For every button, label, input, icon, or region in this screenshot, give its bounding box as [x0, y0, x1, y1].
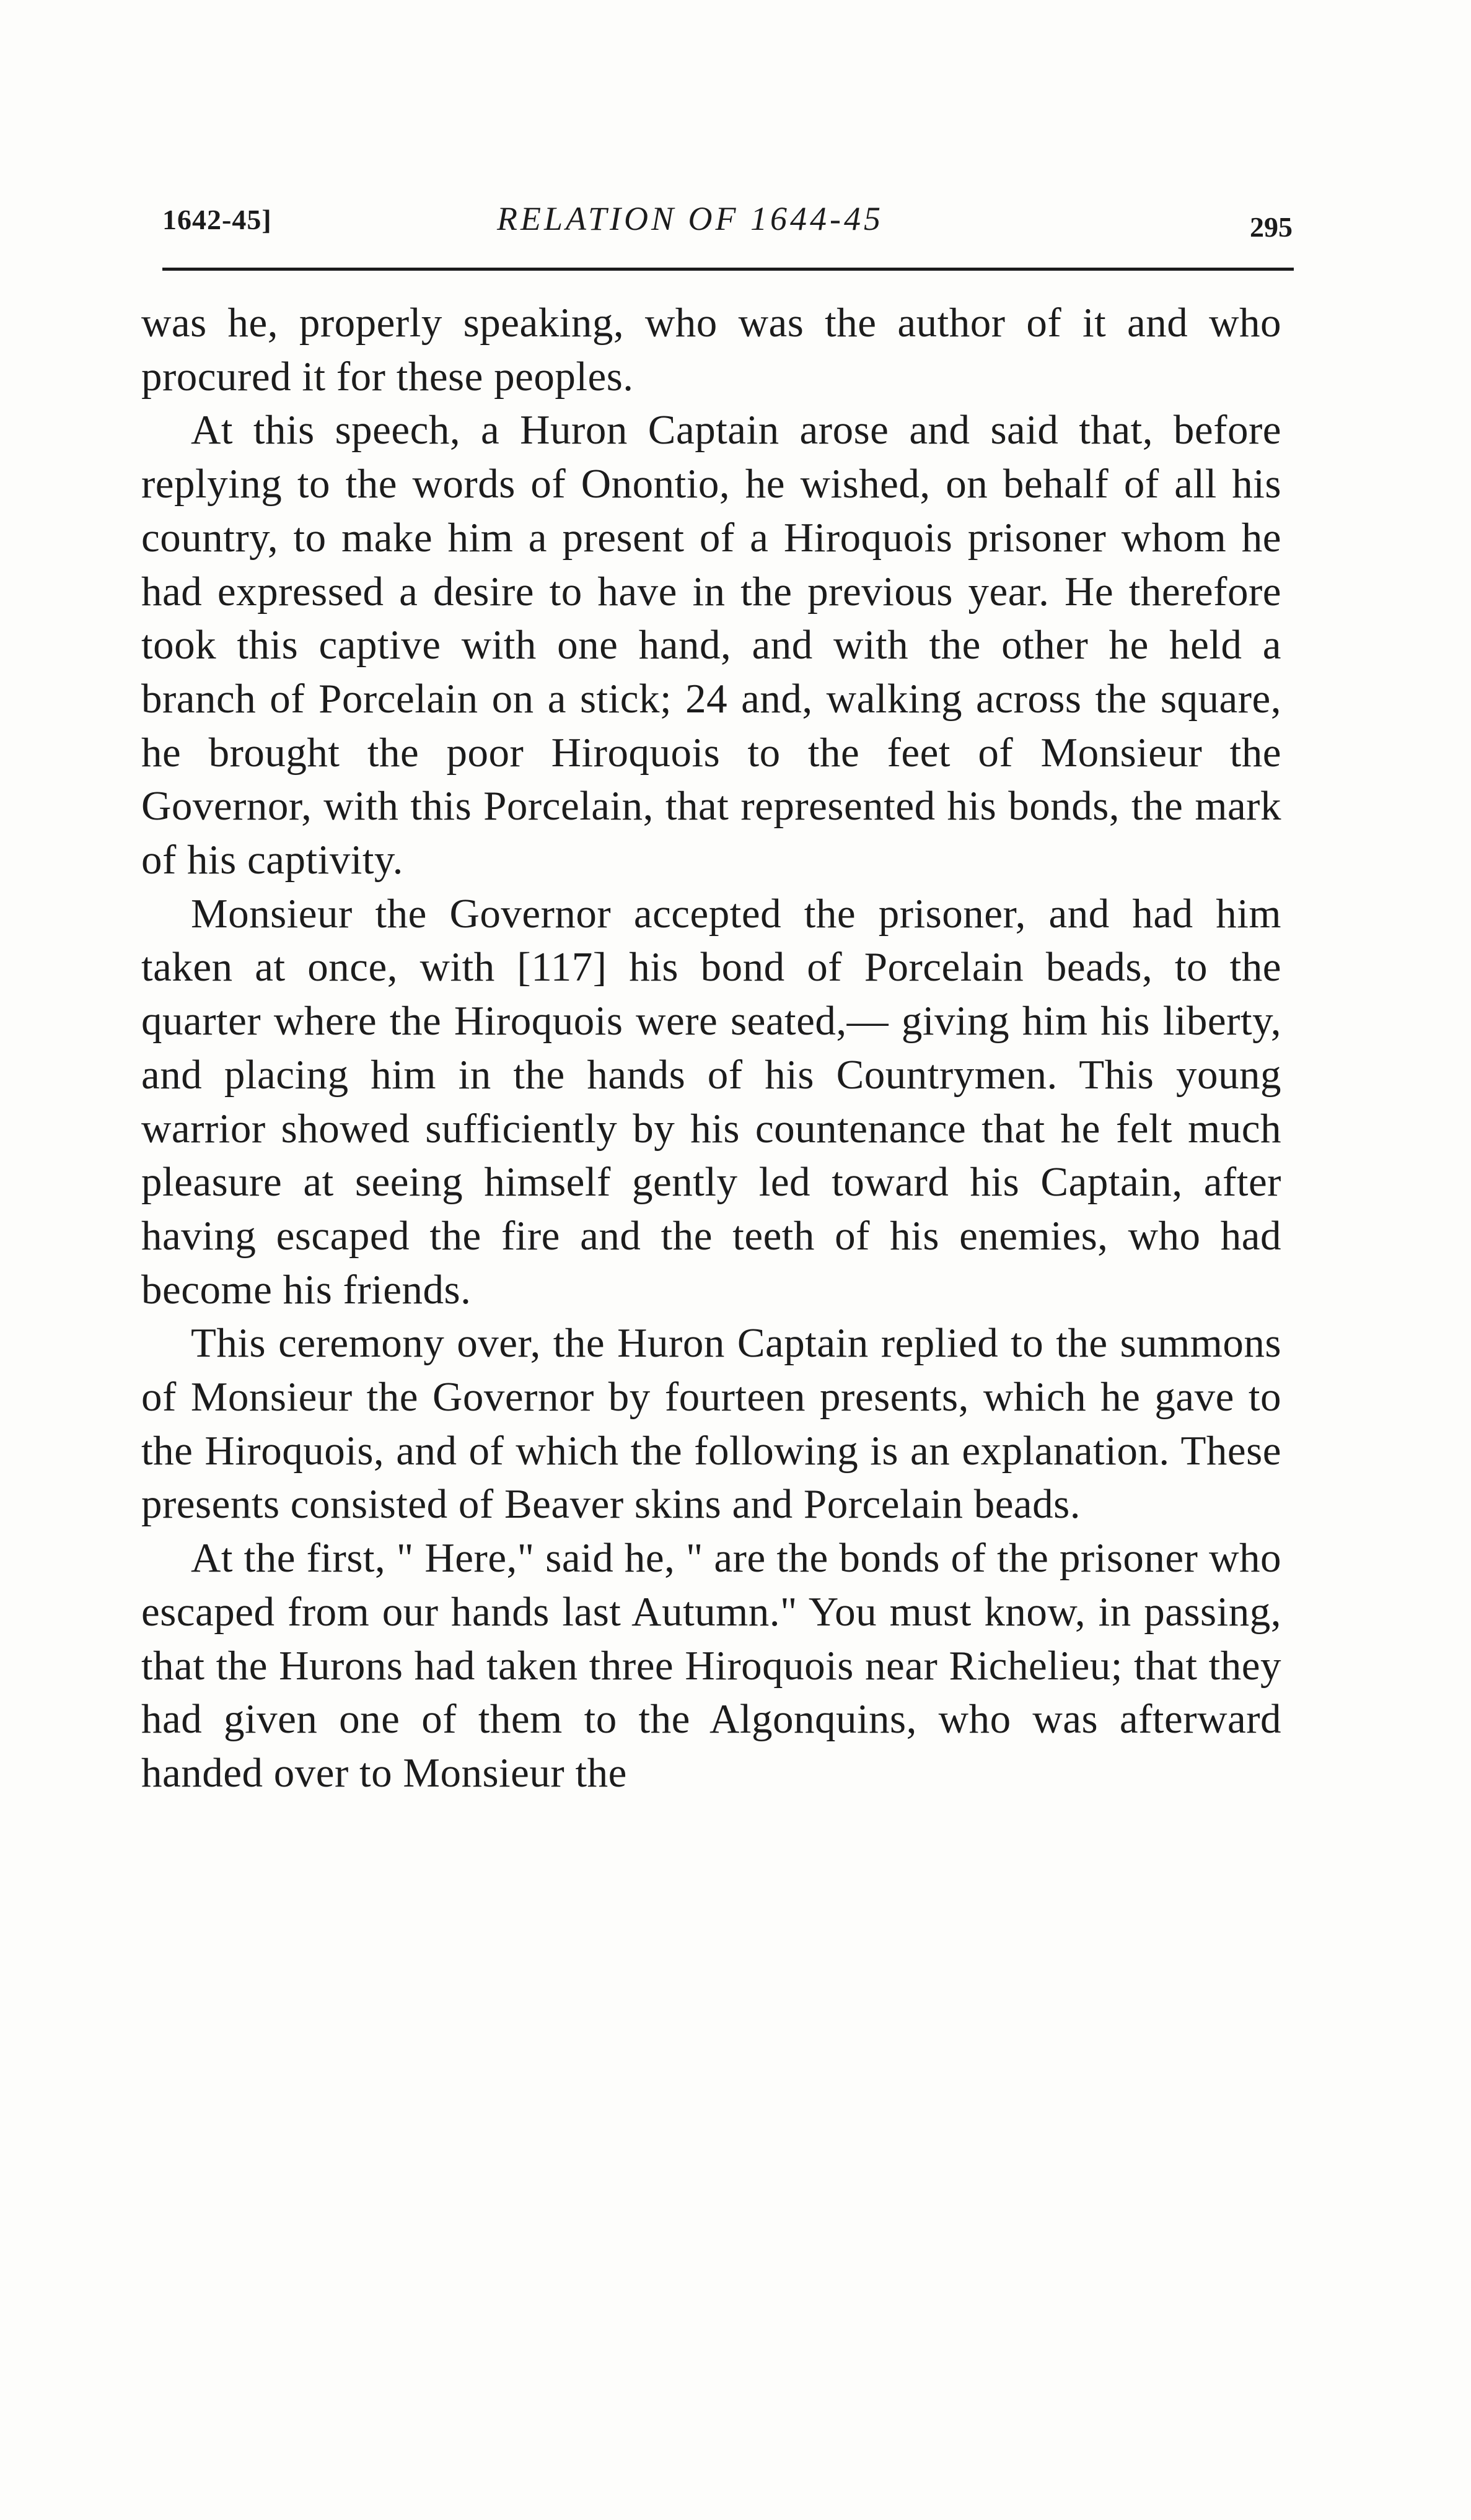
- paragraph: Monsieur the Governor accepted the prisoner, and had him taken at once, with [117] his bond of Porcelain beads, to the quarter where the Hiroquois were seated,— giving him his liberty, and placing him in the hands of his Countrymen. This young warrior showed sufficiently by his countenance that he felt much pleasure at seeing himself gently led toward his Captain, after having escaped the fire and the teeth of his enemies, who had become his friends.: [141, 890, 1281, 1313]
- running-title: RELATION OF 1644-45: [497, 200, 884, 237]
- page-number: 295: [1250, 211, 1293, 243]
- running-head: [162, 197, 1293, 253]
- body-text: [141, 296, 1281, 1800]
- date-range: 1642-45]: [162, 204, 272, 235]
- paragraph: At the first, " Here," said he, " are the bonds of the prisoner who escaped from our hands last Autumn." You must know, in passing, that the Hurons had taken three Hiroquois near Richelieu; that they had given one of them to the Algonquins, who was afterward handed over to Monsieur the: [141, 1535, 1281, 1796]
- paragraph-continued: was he, properly speaking, who was the author of it and who procured it for these peoples.: [141, 300, 1281, 400]
- paragraph: At this speech, a Huron Captain arose and said that, before replying to the words of Onontio, he wished, on behalf of all his country, to make him a present of a Hiroquois prisoner whom he had expressed a desire to have in the previous year. He therefore took this captive with one hand, and with the other he held a branch of Porcelain on a stick; 24 and, walking across the square, he brought the poor Hiroquois to the feet of Monsieur the Governor, with this Porcelain, that represented his bonds, the mark of his captivity.: [141, 407, 1281, 883]
- header-rule: [162, 268, 1294, 271]
- paragraph: This ceremony over, the Huron Captain replied to the summons of Monsieur the Governor by fourteen presents, which he gave to the Hiroquois, and of which the following is an explanation. These presents consisted of Beaver skins and Porcelain beads.: [141, 1320, 1281, 1528]
